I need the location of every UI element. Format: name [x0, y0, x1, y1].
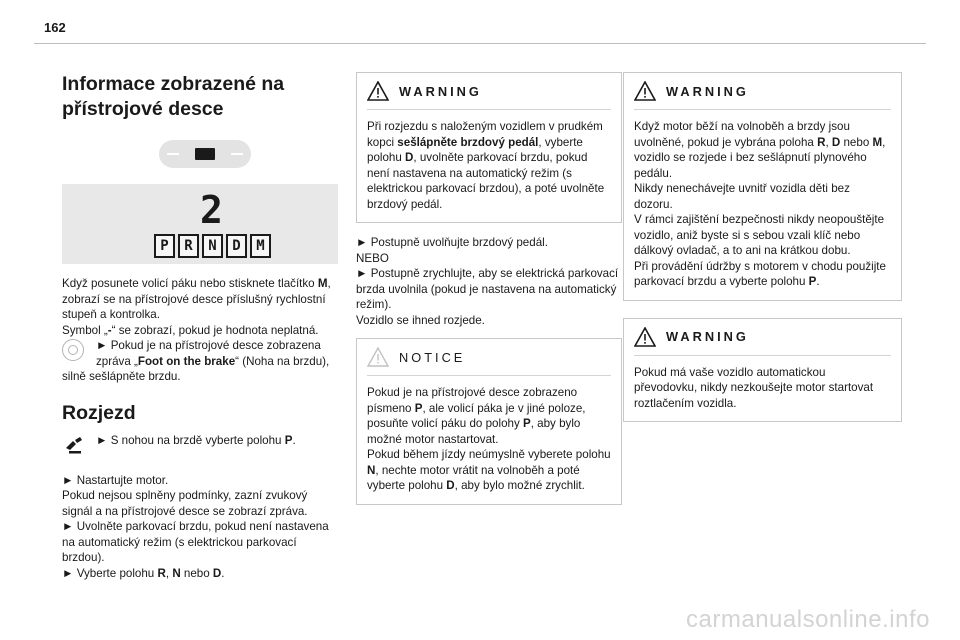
gear-lever-icon: [159, 140, 251, 168]
notice-box-gear-position: [356, 338, 622, 505]
gear-digit: 2: [200, 188, 223, 232]
gear-selector-row: [154, 234, 271, 258]
section-title: Informace zobrazené na přístrojové desce: [62, 73, 285, 120]
page-number: 162: [44, 20, 66, 35]
warning-text: Při rozjezdu s naloženým vozidlem v prudkém kopci sešlápněte brzdový pedál, vyberte polohu D, uvolněte parkovací brzdu, pokud není nastavena na automatický režim (s elektrickou parkovací brzdou), a poté uvolněte brzdový pedál.: [367, 120, 605, 211]
gear-letter: N: [202, 234, 223, 258]
gear-letter: M: [250, 234, 271, 258]
warning-box-hill-start: [356, 72, 622, 223]
warning-box-idle-creep: [623, 72, 902, 301]
paragraph-foot-on-brake: ► Pokud je na přístrojové desce zobrazena zpráva „Foot on the brake“ (Noha na brzdu), silně sešlápněte brzdu.: [62, 339, 330, 383]
warning-box-push-start: [623, 318, 902, 423]
gear-letter: P: [154, 234, 175, 258]
gear-letter: D: [226, 234, 247, 258]
warning-triangle-icon: [634, 81, 656, 101]
paragraph-select-p: ► S nohou na brzdě vyberte polohu P.: [62, 433, 338, 463]
warning-text: Když motor běží na volnoběh a brzdy jsou uvolněné, pokud je vybrána poloha R, D nebo M, vozidlo se rozjede i bez sešlápnutí plynového pedálu. Nikdy nenechávejte uvnitř vozidla děti bez dozoru. V rámci zajištění bezpečnosti nikdy neopouštějte vozidlo, aniž byste si s sebou vzali klíč nebo dálkový ovladač, a to ani na krátkou dobu. Při provádění údržby s motorem v chodu použijte parkovací brzdu a vyberte polohu P.: [634, 120, 886, 288]
warning-triangle-icon: [367, 81, 389, 101]
notice-triangle-icon: [367, 347, 389, 367]
notice-title: NOTICE: [399, 349, 466, 365]
header-rule: [34, 43, 926, 44]
left-column: [62, 72, 338, 581]
warning-title: WARNING: [666, 83, 749, 99]
warning-triangle-icon: [634, 327, 656, 347]
right-column: [623, 72, 902, 422]
notice-text: Pokud je na přístrojové desce zobrazeno písmeno P, ale volicí páka je v jiné poloze, posuňte volicí páku do polohy P, aby bylo možné motor nastartovat. Pokud během jízdy neúmyslně vyberete polohu N, nechte motor vrátit na volnoběh a poté vyberte polohu D, aby bylo možné zrychlit.: [367, 386, 611, 492]
watermark-logo: carmanualsonline.info: [686, 606, 930, 633]
foot-on-pedal-icon: [62, 434, 86, 458]
warning-title: WARNING: [399, 83, 482, 99]
middle-column: [356, 72, 622, 505]
instrument-display-illustration: [62, 184, 338, 264]
gear-letter: R: [178, 234, 199, 258]
brake-warning-icon: [62, 339, 86, 363]
warning-title: WARNING: [666, 329, 749, 344]
paragraph-start-steps: ► Nastartujte motor. Pokud nejsou splněny podmínky, zazní zvukový signál a na přístrojové desce se zobrazí zpráva. ► Uvolněte parkovací brzdu, pokud není nastavena na automatický režim (s elektrickou parkovací brzdou). ► Vyberte polohu R, N nebo D.: [62, 473, 329, 580]
subsection-title: Rozjezd: [62, 401, 136, 424]
paragraph-gear-display: Když posunete volicí páku nebo stisknete tlačítko M, zobrazí se na přístrojové desce příslušný rychlostní stupeň a kontrolka. Symbol „-“ se zobrazí, pokud je hodnota neplatná.: [62, 277, 331, 337]
warning-text: Pokud má vaše vozidlo automatickou převodovku, nikdy nezkoušejte motor startovat roztlačením vozidla.: [634, 365, 874, 410]
gear-lever-illustration: [62, 134, 338, 174]
paragraph-release-steps: ► Postupně uvolňujte brzdový pedál. NEBO ► Postupně zrychlujte, aby se elektrická parkovací brzda uvolnila (pokud je nastavena na automatický režim). Vozidlo se ihned rozjede.: [356, 236, 619, 327]
